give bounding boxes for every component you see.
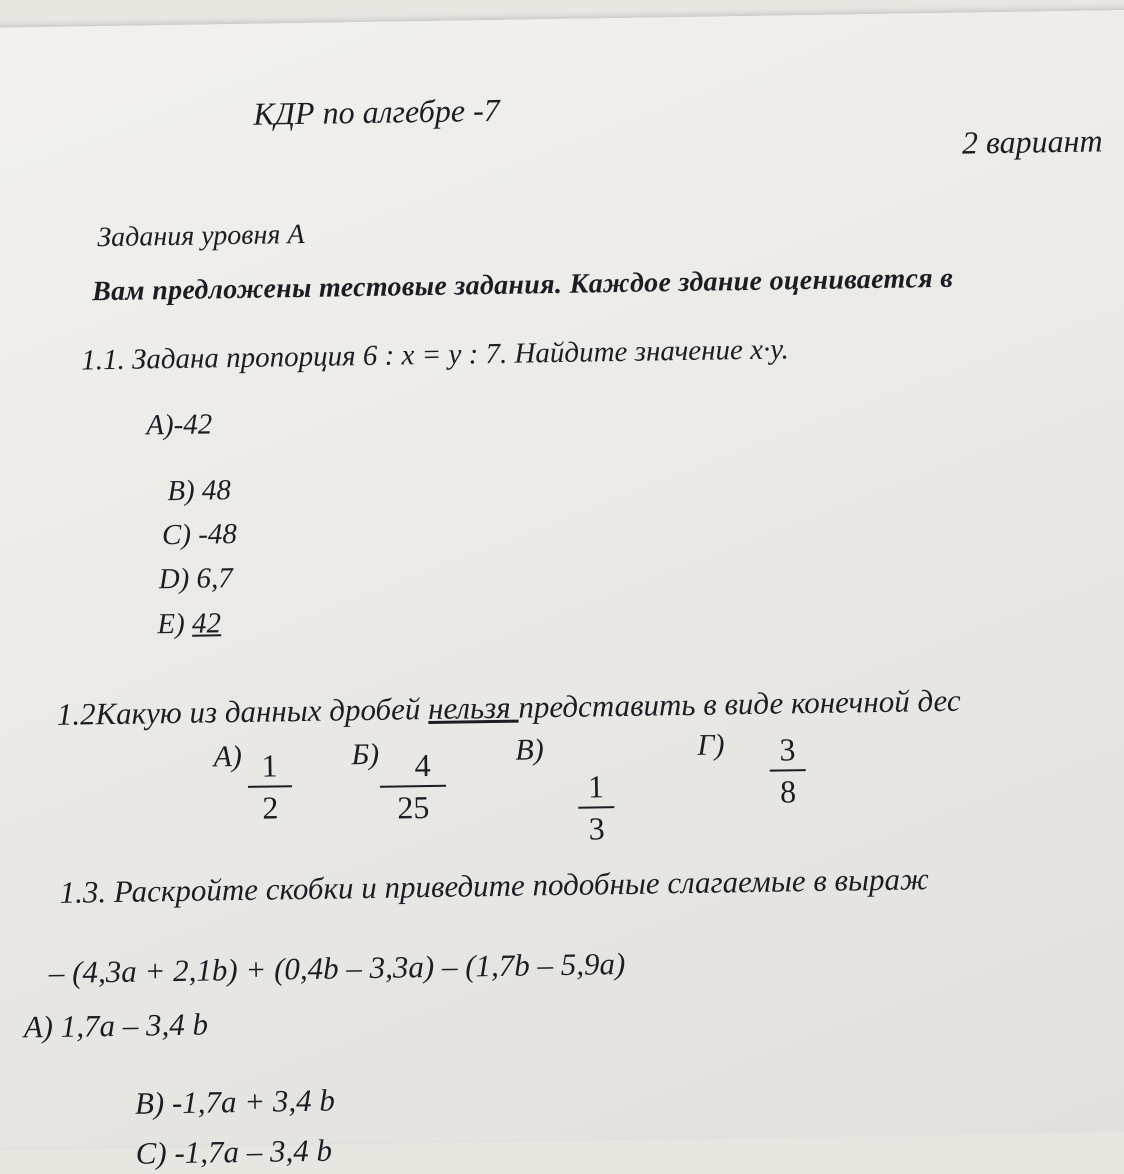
fraction-denominator: 8 bbox=[779, 773, 797, 810]
fraction-bar bbox=[248, 785, 292, 788]
q2-fraction-g bbox=[769, 733, 806, 808]
fraction-numerator: 1 bbox=[261, 747, 278, 784]
q3-option-c: C) -1,7a – 3,4 b bbox=[135, 1132, 333, 1171]
q3-expression: – (4,3a + 2,1b) + (0,4b – 3,3a) – (1,7b – 5,9a) bbox=[48, 945, 626, 991]
q1-answer-underlined: 42 bbox=[191, 607, 222, 640]
q1-option-a: A)-42 bbox=[146, 408, 213, 442]
q1-option-d: D) 6,7 bbox=[158, 562, 234, 596]
question-1-1-text: 1.1. Задана пропорция 6 : x = y : 7. Найдите значение x·y. bbox=[80, 333, 790, 377]
fraction-bar bbox=[770, 769, 806, 772]
q2-emphasis-word: нельзя bbox=[427, 689, 519, 727]
question-1-3-text: 1.3. Раскройте скобки и приведите подобные слагаемые в выраж bbox=[59, 861, 930, 910]
fraction-bar bbox=[578, 806, 614, 809]
fraction-denominator: 2 bbox=[261, 789, 279, 826]
fraction-denominator: 25 bbox=[397, 789, 430, 826]
fraction-denominator: 3 bbox=[588, 810, 605, 847]
q2-fraction-b bbox=[379, 749, 446, 824]
variant-label: 2 вариант bbox=[961, 122, 1103, 161]
q2-text-suffix: представить в виде конечной дес bbox=[518, 682, 961, 725]
worksheet-title: КДР по алгебре -7 bbox=[253, 91, 500, 132]
instructions-text: Вам предложены тестовые задания. Каждое здание оценивается в bbox=[91, 262, 954, 308]
q2-option-a-label: А) bbox=[213, 739, 243, 774]
level-heading: Задания уровня А bbox=[97, 218, 305, 254]
q3-option-b: B) -1,7a + 3,4 b bbox=[134, 1082, 336, 1121]
fraction-numerator: 3 bbox=[779, 731, 796, 768]
q1-option-e bbox=[157, 607, 221, 641]
q2-fraction-v bbox=[578, 770, 615, 845]
fraction-bar bbox=[380, 785, 446, 788]
worksheet-page bbox=[0, 10, 1124, 1171]
fraction-numerator: 4 bbox=[414, 747, 431, 784]
q2-option-b-label: Б) bbox=[351, 737, 380, 772]
q3-option-a: A) 1,7a – 3,4 b bbox=[23, 1006, 209, 1045]
fraction-numerator: 1 bbox=[587, 768, 605, 805]
q2-fraction-a bbox=[247, 749, 292, 824]
q1-option-e-label: E) bbox=[157, 607, 193, 641]
q1-option-b: B) 48 bbox=[167, 474, 232, 508]
question-1-2-text bbox=[57, 683, 961, 733]
q2-text-prefix: 1.2Какую из данных дробей bbox=[56, 691, 429, 732]
q2-option-g-label: Г) bbox=[697, 728, 725, 762]
q1-option-c: C) -48 bbox=[161, 518, 238, 552]
q2-option-v-label: В) bbox=[515, 733, 544, 767]
